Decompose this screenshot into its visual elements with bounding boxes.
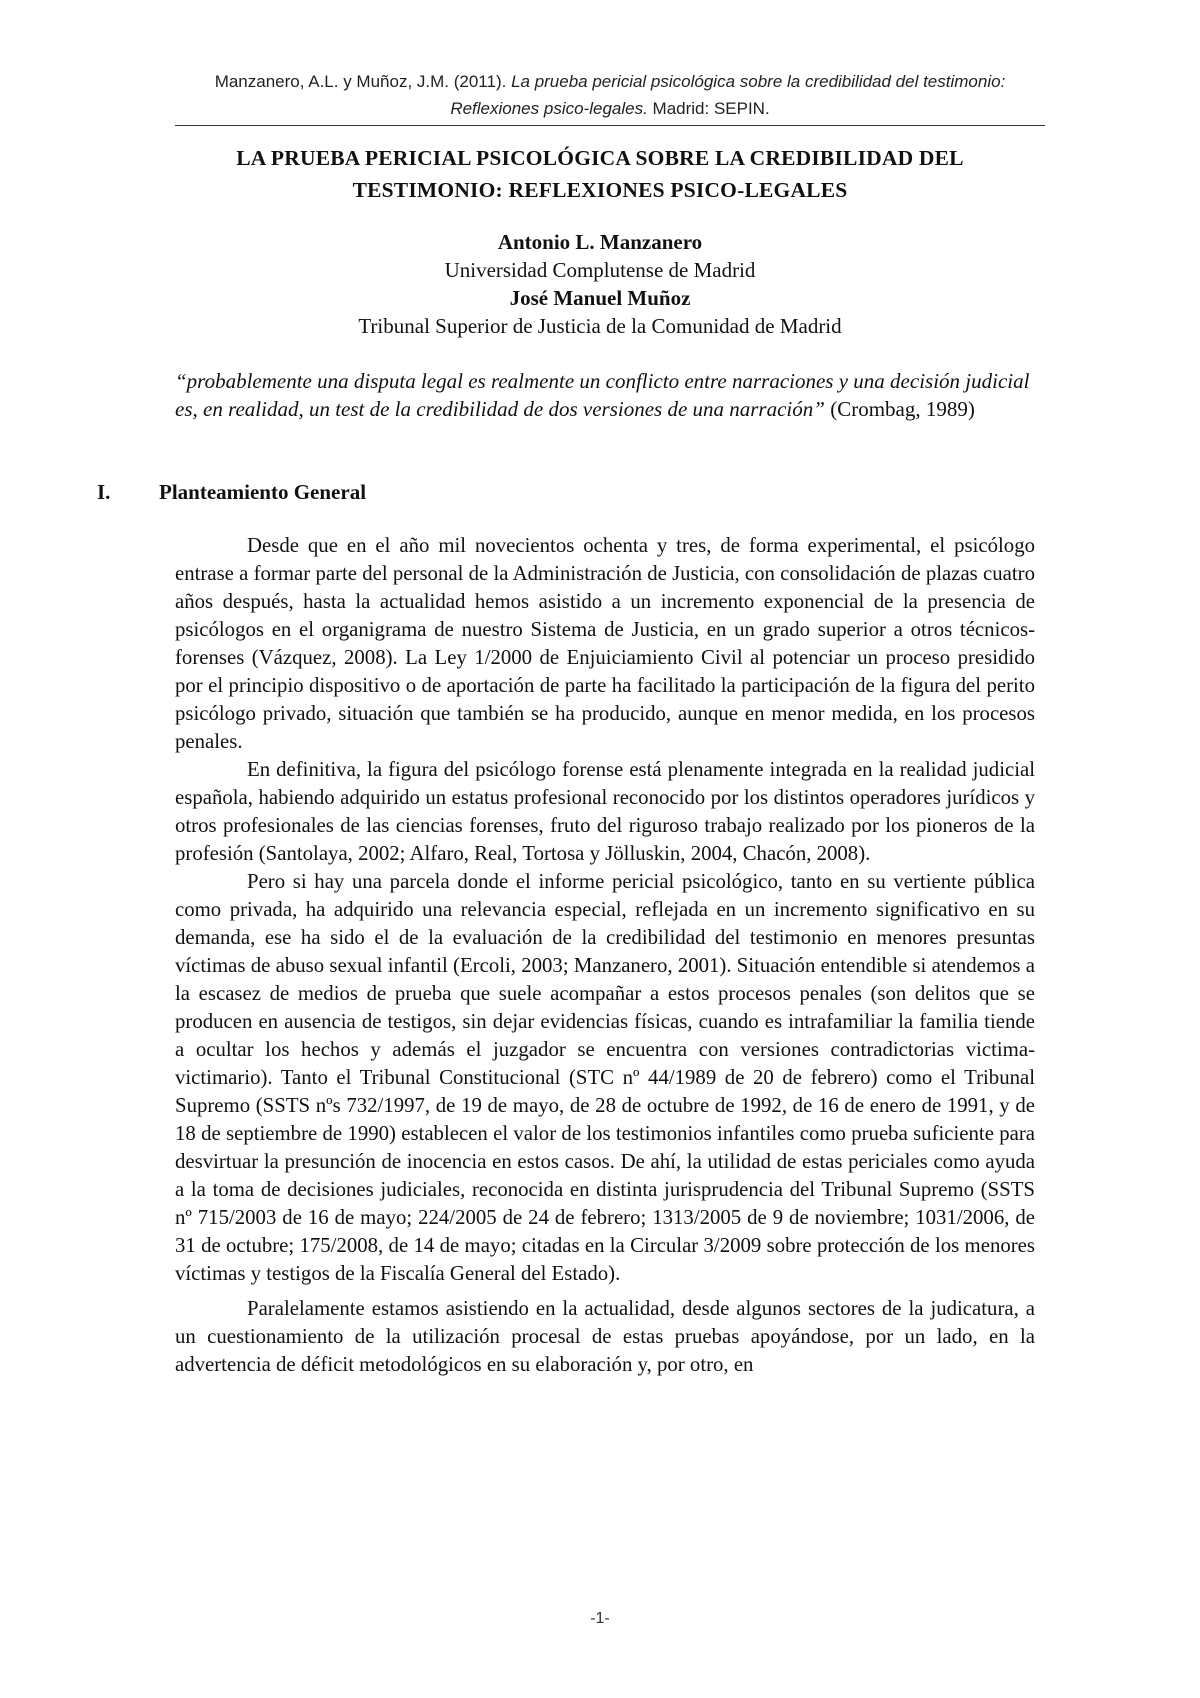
author-name: Antonio L. Manzanero: [497, 230, 703, 254]
author-affiliation: Tribunal Superior de Justicia de la Comunidad de Madrid: [358, 314, 842, 338]
paper-title: [140, 142, 1060, 206]
paragraph: En definitiva, la figura del psicólogo forense está plenamente integrada en la realidad judicial española, habiendo adquirido un estatus profesional reconocido por los distintos operadores jurídicos y otros profesionales de las ciencias forenses, fruto del riguroso trabajo realizado por los pioneros de la profesión (Santolaya, 2002; Alfaro, Real, Tortosa y Jölluskin, 2004, Chacón, 2008).: [175, 758, 1035, 865]
header-citation-title: La prueba pericial psicológica sobre la credibilidad del testimonio: Reflexiones psico-legales.: [450, 72, 1006, 118]
author-name: José Manuel Muñoz: [509, 286, 691, 310]
paragraph: Desde que en el año mil novecientos ochenta y tres, de forma experimental, el psicólogo entrase a formar parte del personal de la Administración de Justicia, con consolidación de plazas cuatro años después, hasta la actualidad hemos asistido a un incremento exponencial de la presencia de psicólogos en el organigrama de nuestro Sistema de Justicia, en un grado superior a otros técnicos-forenses (Vázquez, 2008). La Ley 1/2000 de Enjuiciamiento Civil al potenciar un proceso presidido por el principio dispositivo o de aportación de parte ha facilitado la participación de la figura del perito psicólogo privado, situación que también se ha producido, aunque en menor medida, en los procesos penales.: [175, 534, 1035, 753]
paragraph: Pero si hay una parcela donde el informe pericial psicológico, tanto en su vertiente pública como privada, ha adquirido una relevancia especial, reflejada en un incremento significativo en su demanda, ese ha sido el de la evaluación de la credibilidad del testimonio en menores presuntas víctimas de abuso sexual infantil (Ercoli, 2003; Manzanero, 2001). Situación entendible si atendemos a la escasez de medios de prueba que suele acompañar a estos procesos penales (son delitos que se producen en ausencia de testigos, sin dejar evidencias físicas, cuando es intrafamiliar la familia tiende a ocultar los hechos y además el juzgador se encuentra con versiones contradictorias victima-victimario). Tanto el Tribunal Constitucional (STC nº 44/1989 de 20 de febrero) como el Tribunal Supremo (SSTS nºs 732/1997, de 19 de mayo, de 28 de octubre de 1992, de 16 de enero de 1991, y de 18 de septiembre de 1990) establecen el valor de los testimonios infantiles como prueba suficiente para desvirtuar la presunción de inocencia en estos casos. De ahí, la utilidad de estas periciales como ayuda a la toma de decisiones judiciales, reconocida en distinta jurisprudencia del Tribunal Supremo (SSTS nº 715/2003 de 16 de mayo; 224/2005 de 24 de febrero; 1313/2005 de 9 de noviembre; 1031/2006, de 31 de octubre; 175/2008, de 14 de mayo; citadas en la Circular 3/2009 sobre protección de los menores víctimas y testigos de la Fiscalía General del Estado).: [175, 870, 1035, 1285]
section-heading: [97, 478, 366, 506]
paper-title-line-1: LA PRUEBA PERICIAL PSICOLÓGICA SOBRE LA CREDIBILIDAD DEL: [236, 146, 964, 170]
epigraph: [175, 367, 1035, 423]
body-text: [175, 532, 1035, 1379]
paper-title-line-2: TESTIMONIO: REFLEXIONES PSICO-LEGALES: [352, 178, 848, 202]
epigraph-citation: (Crombag, 1989): [824, 397, 975, 421]
author-block: [140, 228, 1060, 340]
paragraph: Paralelamente estamos asistiendo en la actualidad, desde algunos sectores de la judicatura, a un cuestionamiento de la utilización procesal de estas pruebas apoyándose, por un lado, en la advertencia de déficit metodológicos en su elaboración y, por otro, en: [175, 1297, 1035, 1376]
page-number: -1-: [590, 1610, 610, 1627]
section-title: Planteamiento General: [159, 480, 367, 504]
header-citation-publisher: Madrid: SEPIN.: [647, 99, 770, 118]
epigraph-text: “probablemente una disputa legal es realmente un conflicto entre narraciones y una decisión judicial es, en realidad, un test de la credibilidad de dos versiones de una narración”: [175, 369, 1030, 421]
header-citation-authors: Manzanero, A.L. y Muñoz, J.M. (2011).: [214, 72, 512, 91]
running-header: [175, 68, 1045, 126]
author-affiliation: Universidad Complutense de Madrid: [444, 258, 756, 282]
section-number: I.: [97, 480, 111, 504]
